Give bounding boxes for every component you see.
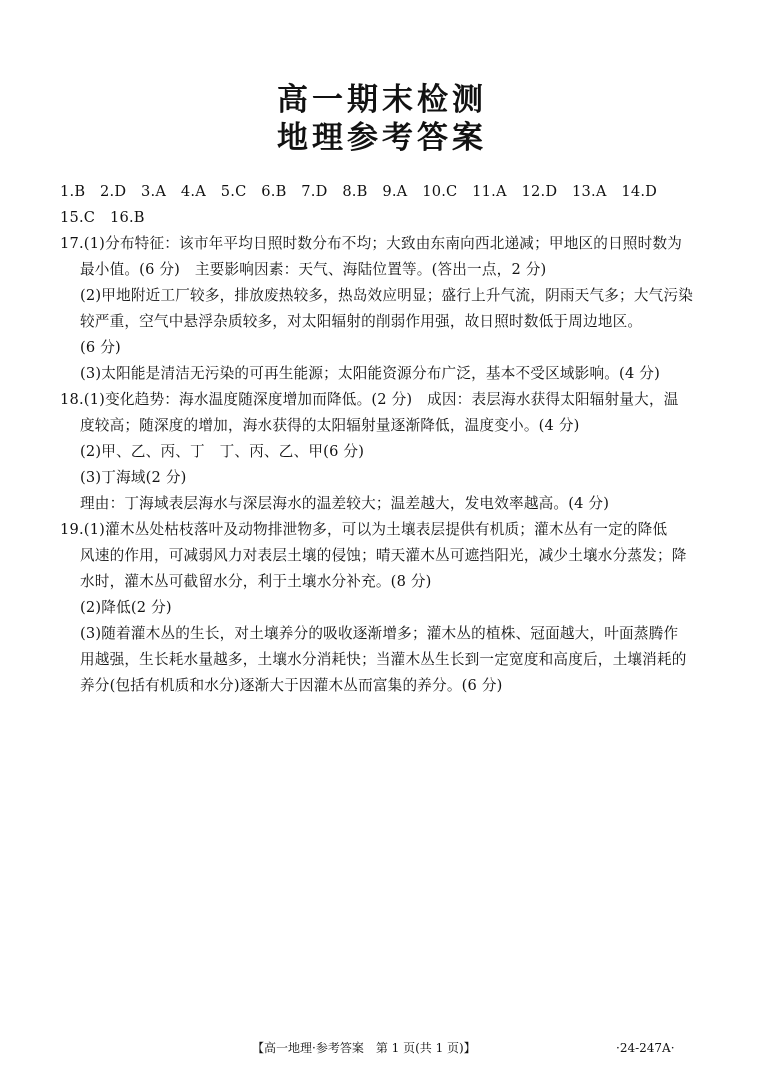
q18-line1: 18.(1)变化趋势：海水温度随深度增加而降低。(2 分) 成因：表层海水获得太阳辐射量大，温 [60,391,679,408]
q19-line2: 风速的作用，可减弱风力对表层土壤的侵蚀；晴天灌木丛可遮挡阳光，减少土壤水分蒸发；降 [80,547,687,564]
page-title-line2: 地理参考答案 [277,120,487,156]
q17-line3: (2)甲地附近工厂较多，排放废热较多，热岛效应明显；盛行上升气流，阴雨天气多；大气污染 [80,287,694,304]
q18-line5: 理由：丁海域表层海水与深层海水的温差较大；温差越大，发电效率越高。(4 分) [80,495,610,512]
q19-line6: 用越强，生长耗水量越多，土壤水分消耗快；当灌木丛生长到一定宽度和高度后，土壤消耗的 [80,651,687,668]
choice-answers-line1: 1.B 2.D 3.A 4.A 5.C 6.B 7.D 8.B 9.A 10.C 11.A 12.D 13.A 14.D [60,183,658,200]
q17-line1: 17.(1)分布特征：该市年平均日照时数分布不均；大致由东南向西北递减；甲地区的日照时数为 [60,235,683,252]
q19-line5: (3)随着灌木丛的生长，对土壤养分的吸收逐渐增多；灌木丛的植株、冠面越大，叶面蒸腾作 [80,625,679,642]
q17-line6: (3)太阳能是清洁无污染的可再生能源；太阳能资源分布广泛，基本不受区域影响。(4 分) [80,365,660,382]
footer-doc-code: ·24-247A· [616,1041,675,1055]
q19-line7: 养分(包括有机质和水分)逐渐大于因灌木丛而富集的养分。(6 分) [80,677,503,694]
q19-line1: 19.(1)灌木丛处枯枝落叶及动物排泄物多，可以为土壤表层提供有机质；灌木丛有一定的降低 [60,521,668,538]
q18-line4: (3)丁海域(2 分) [80,469,187,486]
page-title-line1: 高一期末检测 [277,82,487,118]
q19-line4: (2)降低(2 分) [80,599,172,616]
q18-line2: 度较高；随深度的增加，海水获得的太阳辐射量逐渐降低，温度变小。(4 分) [80,417,580,434]
footer-page-info: 【高一地理·参考答案 第 1 页(共 1 页)】 [252,1041,476,1055]
q17-line2: 最小值。(6 分) 主要影响因素：天气、海陆位置等。(答出一点，2 分) [80,261,547,278]
choice-answers-line2: 15.C 16.B [60,209,145,226]
q18-line3: (2)甲、乙、丙、丁 丁、丙、乙、甲(6 分) [80,443,365,460]
q19-line3: 水时，灌木丛可截留水分，利于土壤水分补充。(8 分) [80,573,432,590]
q17-line5: (6 分) [80,339,121,356]
q17-line4: 较严重，空气中悬浮杂质较多，对太阳辐射的削弱作用强，故日照时数低于周边地区。 [80,313,643,330]
